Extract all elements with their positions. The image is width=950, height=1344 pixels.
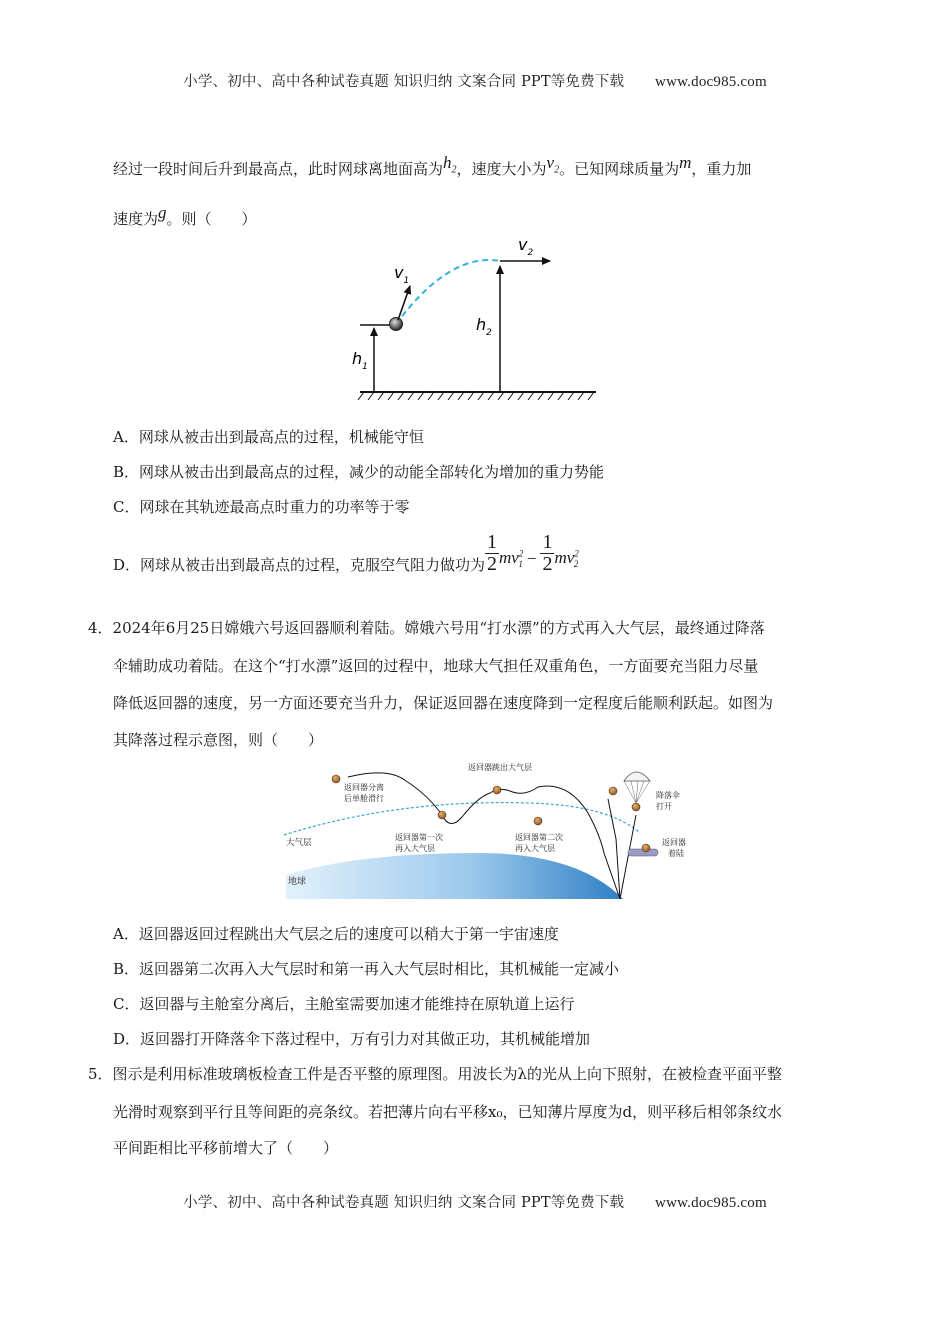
header-text: 小学、初中、高中各种试卷真题 知识归纳 文案合同 PPT等免费下载: [183, 74, 625, 90]
label-jump-out: 返回器跳出大气层: [468, 763, 532, 772]
v2-symbol: $v_2$: [546, 153, 560, 176]
q3-option-d[interactable]: D．网球从被击出到最高点的过程，克服空气阻力做功为 $\frac{1}{2}$ $mv^2_1$ − $\frac{1}{2}$ $mv^2_2$: [113, 531, 579, 575]
capsule-second-entry: [534, 817, 542, 825]
capsule-jump-out: [493, 786, 501, 794]
h1-label: $h_1$: [352, 349, 368, 372]
capsule-separation: [332, 775, 340, 783]
footer-url[interactable]: www.doc985.com: [655, 1195, 767, 1211]
q3-intro-line2: 速度为g。则（ ）: [113, 203, 257, 228]
atmosphere-label: 大气层: [286, 838, 312, 848]
q5-line-1: 5．图示是利用标准玻璃板检查工件是否平整的原理图。用波长为λ的光从上向下照射，在被检查平面平整: [88, 1065, 783, 1083]
q4-line-4: 其降落过程示意图，则（ ）: [113, 731, 324, 749]
change6-figure: [278, 757, 708, 902]
label-first-entry-1: 返回器第一次: [395, 833, 443, 842]
q3-option-b[interactable]: B．网球从被击出到最高点的过程，减少的动能全部转化为增加的重力势能: [113, 463, 605, 481]
earth-label: 地球: [288, 877, 307, 887]
capsule-first-entry: [438, 811, 446, 819]
ground-hatch: [358, 392, 594, 400]
tennis-ball: [390, 318, 403, 331]
atmosphere-arc: [284, 803, 640, 835]
header-url[interactable]: www.doc985.com: [655, 74, 767, 90]
page-footer: [0, 1191, 950, 1212]
mv2-squared: $mv^2_2$: [554, 547, 579, 570]
capsule-descent: [609, 787, 617, 795]
q4-line-1: 4．2024年6月25日嫦娥六号返回器顺利着陆。嫦娥六号用“打水漂”的方式再入大气层，最终通过降落: [88, 619, 765, 637]
tennis-figure: [340, 228, 630, 408]
q4-option-d[interactable]: D．返回器打开降落伞下落过程中，万有引力对其做正功，其机械能增加: [113, 1030, 591, 1048]
fraction-half-1: $\frac{1}{2}$: [487, 531, 498, 575]
q5-line-3: 平间距相比平移前增大了（ ）: [113, 1139, 339, 1157]
minus-sign: −: [526, 548, 537, 568]
label-parachute-2: 打开: [656, 802, 672, 811]
page-header: [0, 70, 950, 91]
capsule-parachute: [632, 803, 640, 811]
label-separation-1: 返回器分离: [344, 783, 384, 792]
fraction-half-2: $\frac{1}{2}$: [542, 531, 553, 575]
q4-option-b[interactable]: B．返回器第二次再入大气层时和第一再入大气层时相比，其机械能一定减小: [113, 960, 620, 978]
label-second-entry-2: 再入大气层: [515, 844, 555, 853]
h2-label: $h_2$: [476, 315, 492, 338]
footer-text: 小学、初中、高中各种试卷真题 知识归纳 文案合同 PPT等免费下载: [183, 1195, 625, 1211]
label-landing-2: 着陆: [668, 849, 684, 858]
q5-line-2: 光滑时观察到平行且等间距的亮条纹。若把薄片向右平移x₀，已知薄片厚度为d，则平移后相邻条纹水: [113, 1103, 783, 1121]
label-first-entry-2: 再入大气层: [395, 844, 435, 853]
g-symbol: g: [158, 203, 167, 222]
parachute-line: [620, 815, 636, 899]
final-descent: [608, 799, 620, 899]
q4-line-2: 伞辅助成功着陆。在这个“打水漂”返回的过程中，地球大气担任双重角色，一方面要充当阻力尽量: [113, 657, 759, 675]
h2-symbol: $h_2$: [443, 153, 457, 176]
v2-label: $v_2$: [518, 235, 534, 258]
label-second-entry-1: 返回器第二次: [515, 833, 563, 842]
mv1-squared: $mv^2_1$: [499, 547, 524, 570]
q3-intro-line1: 经过一段时间后升到最高点，此时网球离地面高为$h_2$，速度大小为$v_2$。已知网球质量为m，重力加: [113, 153, 752, 178]
earth-shape: [286, 853, 623, 899]
q4-line-3: 降低返回器的速度，另一方面还要充当升力，保证返回器在速度降到一定程度后能顺利跃起。如图为: [113, 694, 774, 712]
label-landing-1: 返回器: [662, 838, 686, 847]
m-symbol: m: [679, 153, 692, 172]
q4-option-c[interactable]: C．返回器与主舱室分离后，主舱室需要加速才能维持在原轨道上运行: [113, 995, 575, 1013]
capsule-landed: [642, 844, 650, 852]
parachute-canopy: [624, 772, 650, 781]
label-parachute-1: 降落伞: [656, 791, 680, 800]
q3-option-c[interactable]: C．网球在其轨迹最高点时重力的功率等于零: [113, 498, 410, 516]
v1-label: $v_1$: [394, 263, 410, 286]
label-separation-2: 后单舱滑行: [344, 794, 384, 803]
q3-option-a[interactable]: A．网球从被击出到最高点的过程，机械能守恒: [113, 428, 424, 446]
q4-option-a[interactable]: A．返回器返回过程跳出大气层之后的速度可以稍大于第一宇宙速度: [113, 925, 559, 943]
